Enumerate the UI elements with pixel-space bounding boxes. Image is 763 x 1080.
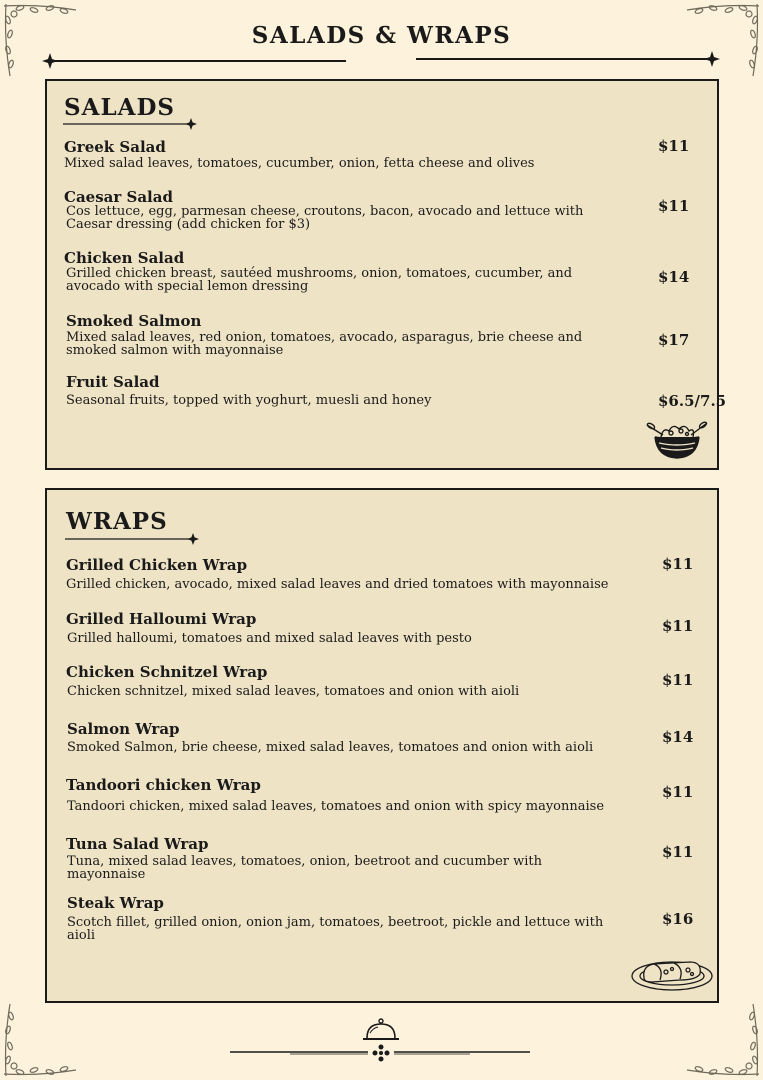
item-price: $11 — [662, 555, 694, 573]
wraps-section — [45, 488, 719, 1003]
item-description: Scotch fillet, grilled onion, onion jam, tomatoes, beetroot, pickle and lettuce with aioli — [67, 915, 604, 943]
item-name: Chicken Salad — [64, 249, 185, 267]
item-description: Seasonal fruits, topped with yoghurt, muesli and honey — [66, 393, 432, 408]
item-description: Tuna, mixed salad leaves, tomatoes, onion, beetroot and cucumber with mayonnaise — [67, 854, 542, 882]
item-price: $11 — [662, 843, 694, 861]
item-price: $14 — [662, 728, 694, 746]
page-title: SALADS & WRAPS — [251, 22, 512, 49]
item-name: Smoked Salmon — [66, 312, 202, 330]
star-icon — [42, 53, 58, 69]
salads-section — [45, 79, 727, 470]
section-title-wraps: WRAPS — [66, 508, 168, 535]
diamond-ornament — [373, 1045, 390, 1062]
item-description: Mixed salad leaves, red onion, tomatoes, avocado, asparagus, brie cheese and smoked salmon with mayonnaise — [66, 330, 583, 358]
section-underline — [63, 117, 198, 131]
item-price: $11 — [662, 783, 694, 801]
item-description: Grilled chicken, avocado, mixed salad leaves and dried tomatoes with mayonnaise — [66, 577, 609, 592]
item-description: Grilled chicken breast, sautéed mushrooms, onion, tomatoes, cucumber, and avocado with special lemon dressing — [66, 266, 573, 294]
item-name: Tandoori chicken Wrap — [66, 776, 261, 794]
star-icon — [185, 118, 197, 130]
item-price: $6.5/7.5 — [658, 392, 727, 410]
item-description: Cos lettuce, egg, parmesan cheese, croutons, bacon, avocado and lettuce with Caesar dressing (add chicken for $3) — [66, 204, 584, 232]
item-description: Mixed salad leaves, tomatoes, cucumber, onion, fetta cheese and olives — [64, 156, 535, 171]
item-description: Tandoori chicken, mixed salad leaves, tomatoes and onion with spicy mayonnaise — [67, 799, 605, 814]
section-underline — [65, 532, 200, 546]
item-name: Tuna Salad Wrap — [66, 835, 209, 853]
item-description: Chicken schnitzel, mixed salad leaves, tomatoes and onion with aioli — [67, 684, 520, 699]
star-icon — [704, 51, 720, 67]
star-icon — [187, 533, 199, 545]
floral-corner-icon — [683, 1000, 763, 1080]
title-divider — [40, 50, 725, 70]
item-name: Caesar Salad — [64, 188, 173, 206]
salad-bowl-icon — [645, 417, 709, 461]
item-description: Smoked Salmon, brie cheese, mixed salad leaves, tomatoes and onion with aioli — [67, 740, 594, 755]
item-name: Grilled Chicken Wrap — [66, 556, 248, 574]
item-price: $16 — [662, 910, 694, 928]
item-price: $11 — [658, 137, 690, 155]
item-name: Greek Salad — [64, 138, 166, 156]
item-name: Steak Wrap — [67, 894, 164, 912]
item-description: Grilled halloumi, tomatoes and mixed salad leaves with pesto — [67, 631, 472, 646]
item-name: Salmon Wrap — [67, 720, 180, 738]
item-price: $14 — [658, 268, 690, 286]
cloche-icon — [230, 1016, 530, 1062]
item-name: Fruit Salad — [66, 373, 160, 391]
item-price: $11 — [662, 617, 694, 635]
section-title-salads: SALADS — [64, 94, 176, 121]
item-price: $17 — [658, 331, 690, 349]
item-price: $11 — [662, 671, 694, 689]
wrap-plate-icon — [630, 954, 714, 994]
item-name: Grilled Halloumi Wrap — [66, 610, 257, 628]
floral-corner-icon — [0, 1000, 80, 1080]
item-name: Chicken Schnitzel Wrap — [66, 663, 268, 681]
item-price: $11 — [658, 197, 690, 215]
